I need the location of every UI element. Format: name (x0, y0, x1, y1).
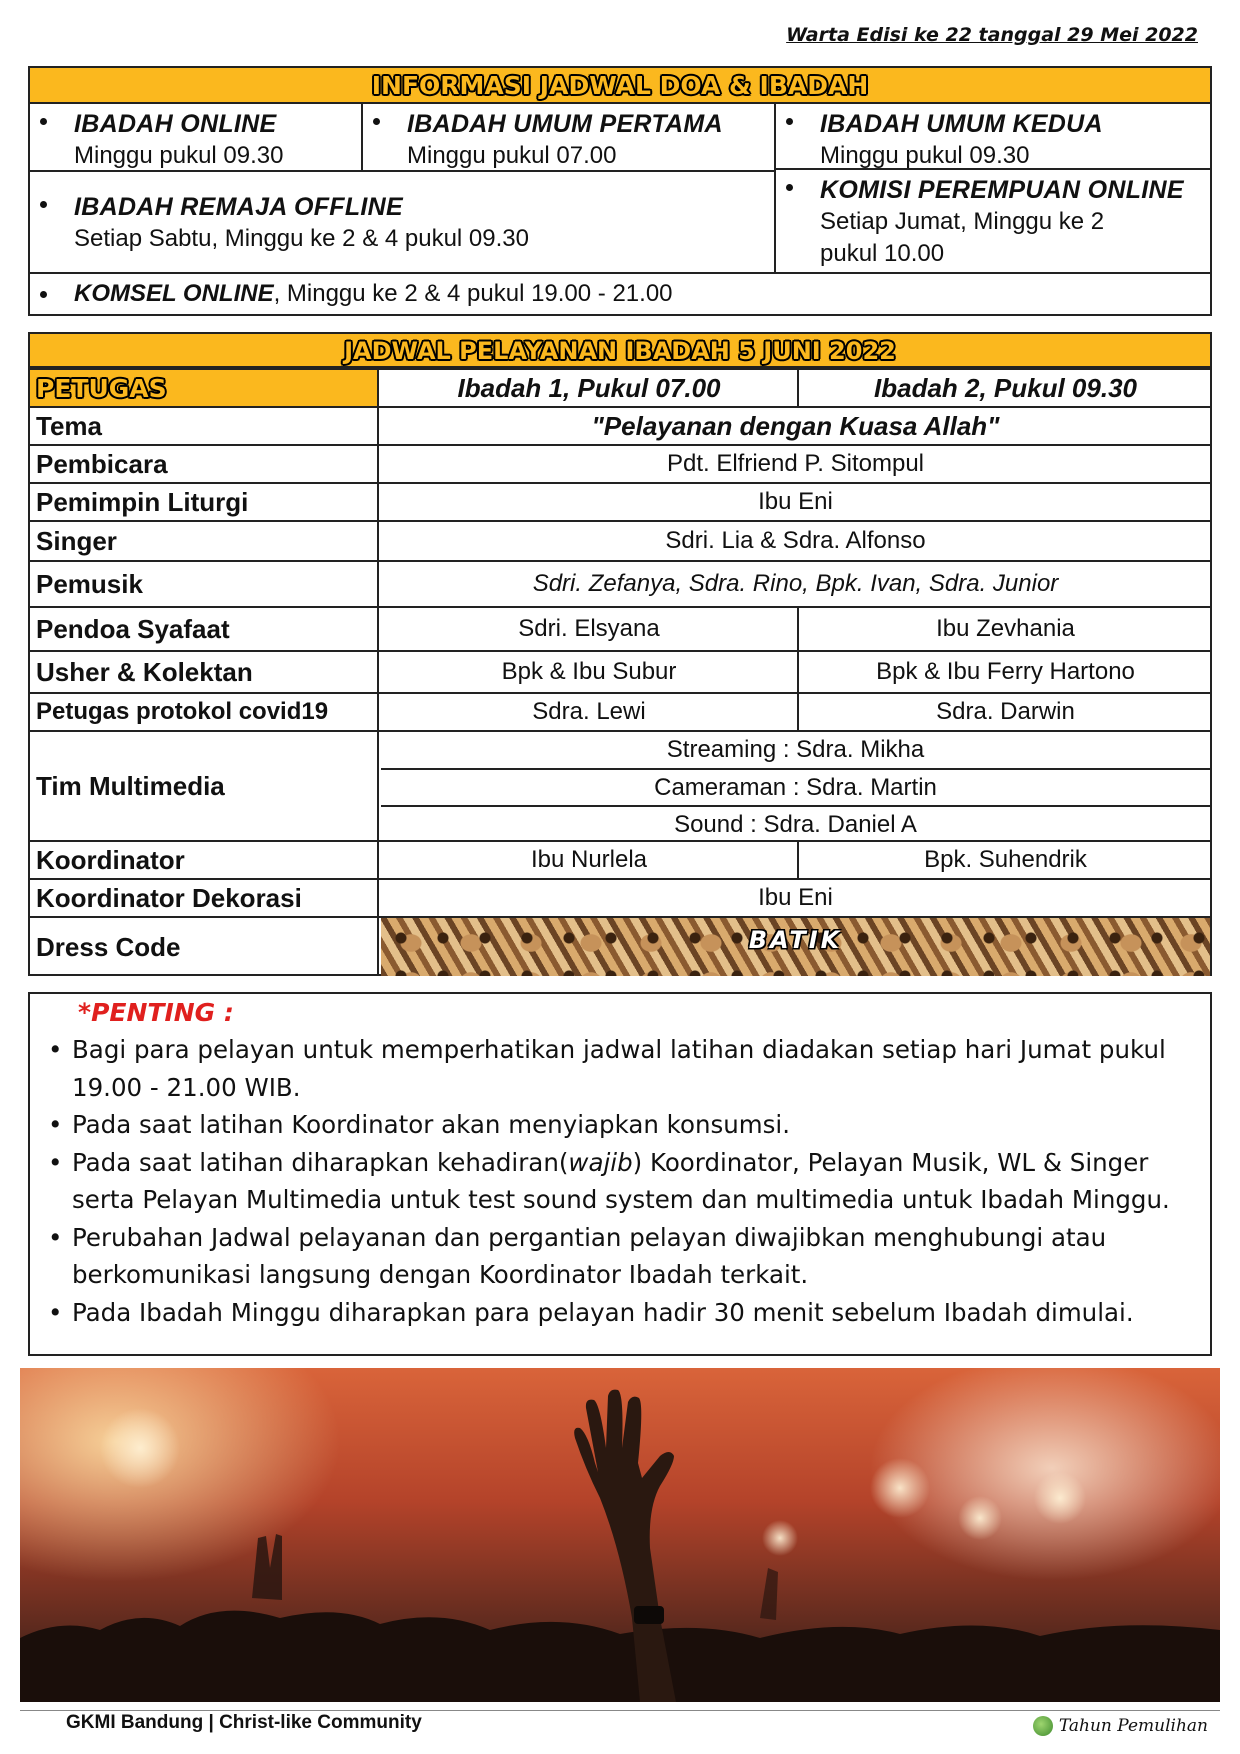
note-item: • Pada Ibadah Minggu diharapkan para pelayan hadir 30 menit sebelum Ibadah dimulai. (48, 1294, 1200, 1332)
service-schedule-table (28, 332, 1212, 976)
table-row: Koordinator Ibu Nurlela Bpk. Suhendrik (30, 840, 1210, 878)
service-schedule-title: JADWAL PELAYANAN IBADAH 5 JUNI 2022 (30, 334, 1210, 368)
table-row: Singer Sdri. Lia & Sdra. Alfonso (30, 520, 1210, 560)
schedule-info-box (28, 66, 1212, 316)
worship-photo (20, 1368, 1220, 1702)
schedule-info-title: INFORMASI JADWAL DOA & IBADAH (30, 68, 1210, 104)
table-row: Pemusik Sdri. Zefanya, Sdra. Rino, Bpk. Ivan, Sdra. Junior (30, 560, 1210, 606)
schedule-item: IBADAH UMUM KEDUA Minggu pukul 09.30 (776, 104, 1210, 172)
petugas-header: PETUGAS (30, 370, 379, 406)
table-row: Tema "Pelayanan dengan Kuasa Allah" (30, 406, 1210, 444)
table-row: Koordinator Dekorasi Ibu Eni (30, 878, 1210, 916)
edition-date: Warta Edisi ke 22 tanggal 29 Mei 2022 (786, 24, 1198, 46)
important-notes (28, 992, 1212, 1356)
note-item: • Pada saat latihan diharapkan kehadiran(wajib) Koordinator, Pelayan Musik, WL & Singer serta Pelayan Multimedia untuk test sound system dan multimedia untuk Ibadah Minggu. (48, 1144, 1200, 1219)
schedule-item: IBADAH UMUM PERTAMA Minggu pukul 07.00 (363, 104, 774, 172)
table-header-row (30, 368, 1210, 406)
table-row: Pembicara Pdt. Elfriend P. Sitompul (30, 444, 1210, 482)
table-row: Pemimpin Liturgi Ibu Eni (30, 482, 1210, 520)
schedule-item: IBADAH ONLINE Minggu pukul 09.30 (30, 104, 361, 172)
note-item: • Pada saat latihan Koordinator akan menyiapkan konsumsi. (48, 1106, 1200, 1144)
schedule-item-komsel: KOMSEL ONLINE, Minggu ke 2 & 4 pukul 19.00 - 21.00 (30, 274, 1210, 314)
dress-code-value: BATIK (748, 926, 843, 954)
batik-pattern (381, 918, 1210, 976)
theme-value: "Pelayanan dengan Kuasa Allah" (591, 410, 1000, 441)
leaf-icon (1033, 1716, 1053, 1736)
table-row: Pendoa Syafaat Sdri. Elsyana Ibu Zevhania (30, 606, 1210, 650)
service-2-header: Ibadah 2, Pukul 09.30 (874, 372, 1137, 403)
service-1-header: Ibadah 1, Pukul 07.00 (381, 370, 799, 406)
table-row: Dress Code BATIK (30, 916, 1210, 976)
note-item: • Bagi para pelayan untuk memperhatikan jadwal latihan diadakan setiap hari Jumat pukul 19.00 - 21.00 WIB. (48, 1031, 1200, 1106)
schedule-item: KOMISI PEREMPUAN ONLINE Setiap Jumat, Minggu ke 2 pukul 10.00 (776, 170, 1210, 270)
table-row: Usher & Kolektan Bpk & Ibu Subur Bpk & Ibu Ferry Hartono (30, 650, 1210, 692)
schedule-item: IBADAH REMAJA OFFLINE Setiap Sabtu, Minggu ke 2 & 4 pukul 09.30 (30, 187, 774, 255)
note-item: • Perubahan Jadwal pelayanan dan pergantian pelayan diwajibkan menghubungi atau berkomunikasi langsung dengan Koordinator Ibadah terkait. (48, 1219, 1200, 1294)
footer-church-name: GKMI Bandung | Christ-like Community (66, 1712, 422, 1733)
table-row: Petugas protokol covid19 Sdra. Lewi Sdra. Darwin (30, 692, 1210, 730)
footer-divider (20, 1710, 1220, 1711)
footer-theme: Tahun Pemulihan (1033, 1716, 1208, 1736)
notes-heading: *PENTING : (78, 998, 234, 1027)
table-row-multimedia: Tim Multimedia Streaming : Sdra. Mikha Cameraman : Sdra. Martin Sound : Sdra. Daniel A (30, 730, 1210, 840)
